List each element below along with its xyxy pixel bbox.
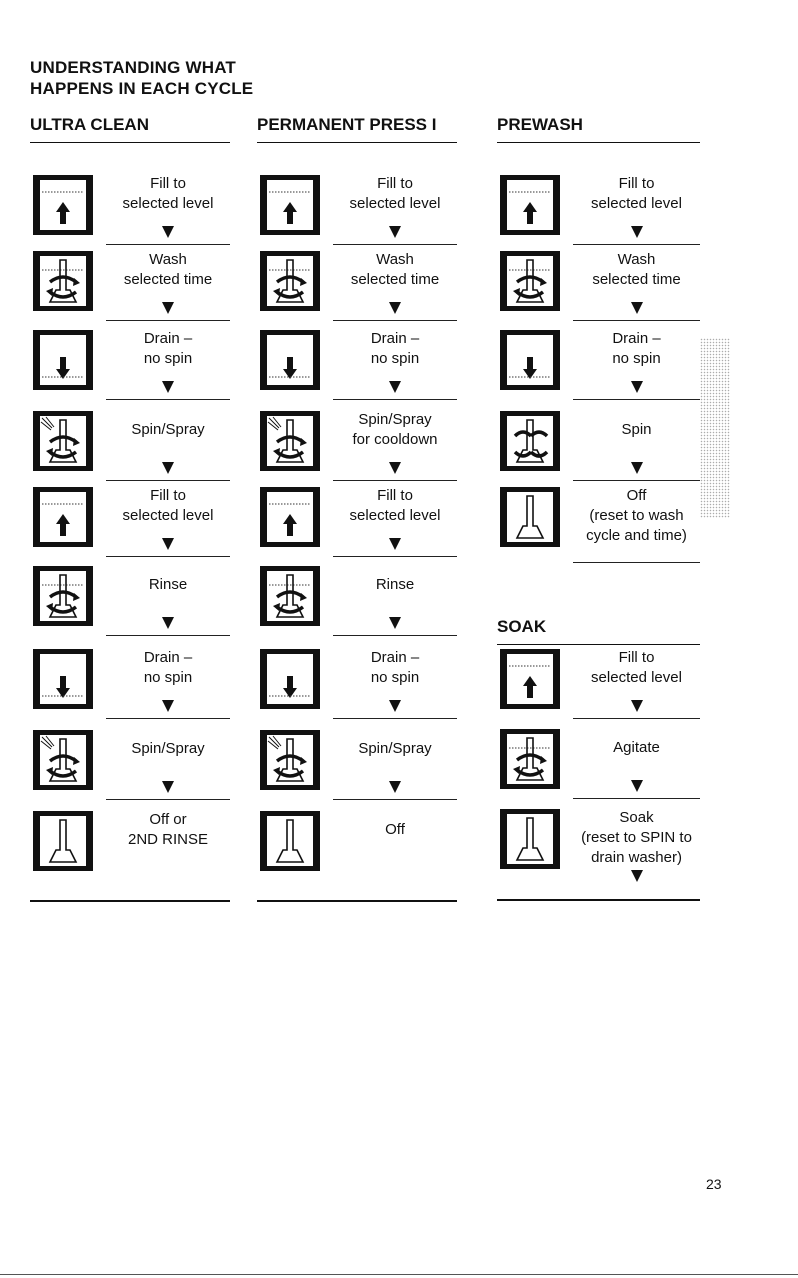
- step-label-line: no spin: [143, 669, 193, 686]
- step-label-line: Spin/Spray: [131, 740, 205, 757]
- spin-icon: [497, 408, 563, 474]
- step-divider: [106, 244, 230, 245]
- step-label-line: selected level: [349, 195, 441, 212]
- step-divider: [573, 480, 700, 481]
- next-step-arrow: [631, 462, 643, 474]
- step-label-line: Spin: [621, 421, 652, 438]
- step-divider: [106, 556, 230, 557]
- wash-agitator-icon: [30, 248, 96, 314]
- step-label-line: no spin: [370, 669, 420, 686]
- spin-spray-icon: [30, 727, 96, 793]
- step-label-line: selected level: [349, 507, 441, 524]
- step-divider: [573, 798, 700, 799]
- drain-tub-icon: [257, 327, 323, 393]
- step-divider: [106, 399, 230, 400]
- off-agitator-icon: [257, 808, 323, 874]
- step-label-line: Fill to: [377, 175, 413, 192]
- cycle-heading: PREWASH: [497, 115, 583, 134]
- margin-tab-pattern: [700, 338, 730, 518]
- step-label: [106, 575, 230, 595]
- step-label: [573, 486, 700, 546]
- step-label-line: Fill to: [377, 487, 413, 504]
- drain-tub-icon: [257, 646, 323, 712]
- step-label: [573, 808, 700, 868]
- step-label-line: Soak: [619, 809, 654, 826]
- step-label-line: no spin: [370, 350, 420, 367]
- step-label: [573, 174, 700, 214]
- cycle-heading: ULTRA CLEAN: [30, 115, 149, 134]
- step-label: [333, 329, 457, 369]
- off-agitator-icon: [497, 484, 563, 550]
- drain-tub-icon: [30, 646, 96, 712]
- next-step-arrow: [631, 780, 643, 792]
- step-divider: [333, 399, 457, 400]
- next-step-arrow: [162, 462, 174, 474]
- step-divider: [573, 718, 700, 719]
- step-label-line: Fill to: [150, 487, 186, 504]
- cycle-end-rule: [257, 900, 457, 902]
- step-label: [106, 174, 230, 214]
- step-label-line: Spin/Spray: [131, 421, 205, 438]
- spin-spray-icon: [257, 727, 323, 793]
- step-label-line: selected time: [123, 271, 213, 288]
- page-title-line-2: HAPPENS IN EACH CYCLE: [30, 79, 254, 98]
- step-label-line: selected level: [591, 669, 682, 686]
- step-label-line: Fill to: [618, 649, 655, 666]
- step-divider: [333, 244, 457, 245]
- cycle-end-rule: [497, 899, 700, 901]
- next-step-arrow: [389, 302, 401, 314]
- step-divider: [573, 399, 700, 400]
- step-divider: [106, 480, 230, 481]
- off-agitator-icon: [497, 806, 563, 872]
- step-divider: [333, 480, 457, 481]
- next-step-arrow: [162, 538, 174, 550]
- step-label: [573, 738, 700, 758]
- next-step-arrow: [162, 700, 174, 712]
- step-label-line: 2ND RINSE: [127, 831, 209, 848]
- step-label-line: Off: [385, 821, 405, 838]
- step-label: [573, 329, 700, 369]
- step-label-line: cycle and time): [586, 527, 687, 544]
- step-divider: [573, 562, 700, 563]
- heading-underline: [497, 644, 700, 645]
- step-label-line: (reset to wash: [589, 507, 684, 524]
- step-label-line: selected time: [592, 271, 681, 288]
- spin-spray-icon: [30, 408, 96, 474]
- step-label-line: Agitate: [613, 739, 660, 756]
- fill-tub-icon: [30, 172, 96, 238]
- step-label: [106, 250, 230, 290]
- wash-agitator-icon: [257, 248, 323, 314]
- step-label-line: Off or: [149, 811, 187, 828]
- step-label-line: Rinse: [148, 576, 188, 593]
- heading-underline: [497, 142, 700, 143]
- fill-tub-icon: [30, 484, 96, 550]
- step-label: [573, 648, 700, 688]
- cycle-heading: PERMANENT PRESS I: [257, 115, 437, 134]
- next-step-arrow: [389, 617, 401, 629]
- step-label-line: Drain –: [370, 330, 420, 347]
- next-step-arrow: [389, 538, 401, 550]
- wash-agitator-icon: [497, 248, 563, 314]
- next-step-arrow: [162, 302, 174, 314]
- step-label-line: Wash: [149, 251, 187, 268]
- step-label-line: (reset to SPIN to: [581, 829, 692, 846]
- step-divider: [106, 635, 230, 636]
- wash-agitator-icon: [497, 726, 563, 792]
- fill-tub-icon: [497, 172, 563, 238]
- step-divider: [106, 320, 230, 321]
- step-label: [333, 739, 457, 759]
- step-label: [333, 174, 457, 214]
- step-label: [106, 486, 230, 526]
- step-label-line: Spin/Spray: [358, 411, 432, 428]
- step-label-line: Drain –: [370, 649, 420, 666]
- step-label-line: Drain –: [612, 330, 661, 347]
- heading-underline: [257, 142, 457, 143]
- next-step-arrow: [631, 302, 643, 314]
- off-agitator-icon: [30, 808, 96, 874]
- step-label: [333, 575, 457, 595]
- page-bottom-edge: [0, 1274, 798, 1275]
- next-step-arrow: [631, 381, 643, 393]
- heading-underline: [30, 142, 230, 143]
- step-label: [333, 648, 457, 688]
- page-title-line-1: UNDERSTANDING WHAT: [30, 58, 237, 77]
- fill-tub-icon: [257, 484, 323, 550]
- step-label-line: Wash: [617, 251, 656, 268]
- step-label-line: Fill to: [618, 175, 655, 192]
- page-number: 23: [706, 1176, 722, 1192]
- step-label-line: no spin: [143, 350, 193, 367]
- drain-tub-icon: [497, 327, 563, 393]
- step-label: [106, 420, 230, 440]
- step-label: [106, 329, 230, 369]
- step-divider: [573, 244, 700, 245]
- cycle-heading: SOAK: [497, 617, 547, 636]
- step-label: [333, 820, 457, 840]
- next-step-arrow: [389, 700, 401, 712]
- wash-agitator-icon: [257, 563, 323, 629]
- step-label: [106, 739, 230, 759]
- fill-tub-icon: [497, 646, 563, 712]
- step-label: [573, 250, 700, 290]
- next-step-arrow: [389, 781, 401, 793]
- page-title: [30, 57, 253, 99]
- next-step-arrow: [631, 226, 643, 238]
- step-divider: [333, 718, 457, 719]
- step-label-line: Wash: [376, 251, 414, 268]
- fill-tub-icon: [257, 172, 323, 238]
- step-label-line: selected level: [591, 195, 682, 212]
- next-step-arrow: [389, 462, 401, 474]
- wash-agitator-icon: [30, 563, 96, 629]
- step-label: [106, 810, 230, 850]
- next-step-arrow: [162, 381, 174, 393]
- next-step-arrow: [389, 381, 401, 393]
- next-step-arrow: [631, 870, 643, 882]
- step-label: [333, 250, 457, 290]
- step-label-line: Drain –: [143, 649, 193, 666]
- step-divider: [333, 320, 457, 321]
- step-label-line: drain washer): [591, 849, 682, 866]
- step-label-line: Spin/Spray: [358, 740, 432, 757]
- step-divider: [106, 799, 230, 800]
- step-label: [333, 486, 457, 526]
- cycle-end-rule: [30, 900, 230, 902]
- step-label-line: Off: [626, 487, 647, 504]
- step-label-line: selected time: [350, 271, 440, 288]
- step-label-line: no spin: [612, 350, 661, 367]
- next-step-arrow: [162, 617, 174, 629]
- spin-spray-icon: [257, 408, 323, 474]
- step-divider: [333, 635, 457, 636]
- step-label: [333, 410, 457, 450]
- step-divider: [573, 320, 700, 321]
- next-step-arrow: [389, 226, 401, 238]
- step-label-line: Rinse: [375, 576, 415, 593]
- step-divider: [106, 718, 230, 719]
- step-label-line: selected level: [122, 195, 214, 212]
- next-step-arrow: [162, 226, 174, 238]
- step-label-line: selected level: [122, 507, 214, 524]
- step-divider: [333, 799, 457, 800]
- next-step-arrow: [162, 781, 174, 793]
- drain-tub-icon: [30, 327, 96, 393]
- step-divider: [333, 556, 457, 557]
- step-label-line: for cooldown: [352, 431, 438, 448]
- step-label: [573, 420, 700, 440]
- step-label-line: Fill to: [150, 175, 186, 192]
- step-label: [106, 648, 230, 688]
- step-label-line: Drain –: [143, 330, 193, 347]
- next-step-arrow: [631, 700, 643, 712]
